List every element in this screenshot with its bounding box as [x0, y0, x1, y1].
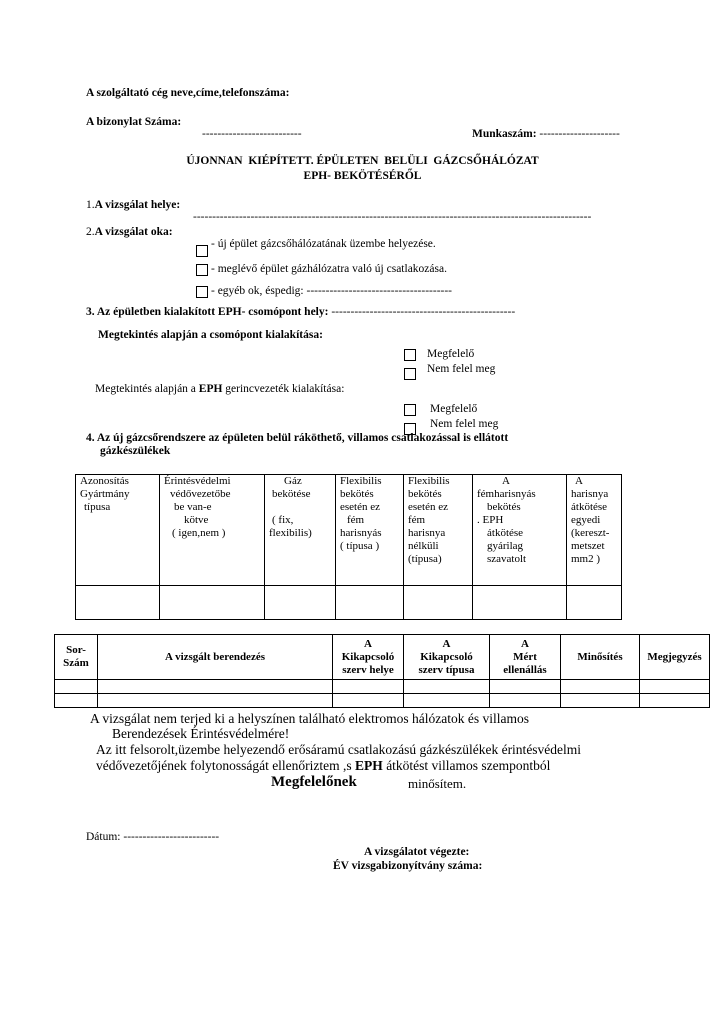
- section1-number: 1.: [86, 199, 95, 211]
- reason-checkbox-other[interactable]: [196, 286, 208, 298]
- section3-heading: [86, 306, 515, 318]
- inspection-cell[interactable]: [640, 694, 710, 708]
- reason-option-label: - új épület gázcsőhálózatának üzembe helyezése.: [211, 238, 436, 250]
- section1-heading: [86, 199, 180, 211]
- inspection-cell[interactable]: [404, 694, 490, 708]
- device-cell[interactable]: [76, 586, 160, 620]
- voucher-label: A bizonylat Száma:: [86, 116, 182, 128]
- node-ok-checkbox[interactable]: [404, 349, 416, 361]
- device-header-custom-bonding: A harisnya átkötése egyedi (kereszt- metszet mm2 ): [567, 475, 622, 586]
- section3-label: 3. Az épületben kialakított EPH- csomópont hely:: [86, 306, 329, 318]
- disclaimer-line1: A vizsgálat nem terjed ki a helyszínen található elektromos hálózatok és villamos: [90, 711, 529, 726]
- device-cell[interactable]: [567, 586, 622, 620]
- device-table-header-row: [76, 475, 622, 586]
- inspection-header-rating: Minősítés: [561, 635, 640, 680]
- document-subtitle: EPH- BEKÖTÉSÉRŐL: [303, 170, 422, 182]
- inspection-cell[interactable]: [98, 680, 333, 694]
- statement-line1: Az itt felsorolt,üzembe helyezendő erősáramú csatlakozású gázkészülékek érintésvédelmi: [96, 742, 582, 757]
- section1-label: A vizsgálat helye:: [94, 199, 181, 211]
- trunk-fail-label: Nem felel meg: [430, 418, 499, 430]
- inspection-cell[interactable]: [404, 680, 490, 694]
- trunk-ok-label: Megfelelő: [430, 403, 478, 415]
- worksheet-row: [472, 128, 620, 140]
- trunk-inspection-label: Megtekintés alapján a EPH gerincvezeték kialakítása:: [95, 383, 345, 395]
- voucher-field[interactable]: --------------------------: [202, 128, 302, 140]
- statement-line2: védővezetőjének folytonosságát ellenőriztem ,s EPH átkötést villamos szempontból: [96, 758, 551, 773]
- inspection-cell[interactable]: [640, 680, 710, 694]
- inspector-label: A vizsgálatot végezte:: [364, 846, 470, 858]
- trunk-ok-checkbox[interactable]: [404, 404, 416, 416]
- inspection-cell[interactable]: [490, 680, 561, 694]
- inspection-cell[interactable]: [333, 694, 404, 708]
- reason-option-label: - egyéb ok, éspedig: --------------------------------------: [211, 285, 453, 297]
- device-header-flex-unbraided: Flexibilis bekötés esetén ez fém harisnya nélküli (típusa): [404, 475, 473, 586]
- device-table: [75, 474, 622, 620]
- device-cell[interactable]: [160, 586, 265, 620]
- device-header-protection: Érintésvédelmi védővezetőbe be van-e kötve ( igen,nem ): [160, 475, 265, 586]
- inspection-header-serial: Sor- Szám: [55, 635, 98, 680]
- device-cell[interactable]: [404, 586, 473, 620]
- reason-checkbox-new-building[interactable]: [196, 245, 208, 257]
- inspection-table-row: [55, 694, 710, 708]
- inspection-table-header-row: [55, 635, 710, 680]
- reason-checkbox-new-connection[interactable]: [196, 264, 208, 276]
- node-fail-checkbox[interactable]: [404, 368, 416, 380]
- inspection-header-remarks: Megjegyzés: [640, 635, 710, 680]
- verdict-text: Megfelelőnek: [271, 774, 357, 790]
- section2-label: A vizsgálat oka:: [94, 226, 173, 238]
- section4-heading-cont: gázkészülékek: [100, 445, 171, 457]
- verdict-suffix: minősítem.: [408, 776, 467, 791]
- device-cell[interactable]: [336, 586, 404, 620]
- device-header-id: Azonosítás Gyártmány típusa: [76, 475, 160, 586]
- disclaimer-line2: Berendezések Érintésvédelmére!: [112, 726, 290, 741]
- worksheet-field[interactable]: ---------------------: [539, 128, 620, 140]
- inspection-header-switch-location: A Kikapcsoló szerv helye: [333, 635, 404, 680]
- inspection-cell[interactable]: [561, 680, 640, 694]
- license-number-label: ÉV vizsgabizonyítvány száma:: [333, 860, 483, 872]
- document-title: ÚJONNAN KIÉPÍTETT. ÉPÜLETEN BELÜLI GÁZCSŐHÁLÓZAT: [186, 155, 539, 167]
- worksheet-label: Munkaszám:: [472, 128, 537, 140]
- inspection-table-row: [55, 680, 710, 694]
- node-location-field[interactable]: ------------------------------------------------: [331, 306, 516, 318]
- inspection-cell[interactable]: [561, 694, 640, 708]
- section2-number: 2.: [86, 226, 95, 238]
- location-field[interactable]: --------------------------------------------------------------------------------------------------------: [193, 211, 592, 223]
- device-table-row: [76, 586, 622, 620]
- device-header-gas-connection: Gáz bekötése ( fix, flexibilis): [265, 475, 336, 586]
- device-header-flex-braided: Flexibilis bekötés esetén ez fém harisnyás ( típusa ): [336, 475, 404, 586]
- device-cell[interactable]: [473, 586, 567, 620]
- device-header-factory-bonding: A fémharisnyás bekötés . EPH átkötése gyárilag szavatolt: [473, 475, 567, 586]
- section2-heading: [86, 226, 173, 238]
- provider-label: A szolgáltató cég neve,címe,telefonszáma:: [86, 87, 290, 99]
- inspection-cell[interactable]: [98, 694, 333, 708]
- inspection-cell[interactable]: [490, 694, 561, 708]
- inspection-header-switch-type: A Kikapcsoló szerv típusa: [404, 635, 490, 680]
- inspection-header-device: A vizsgált berendezés: [98, 635, 333, 680]
- device-cell[interactable]: [265, 586, 336, 620]
- inspection-cell[interactable]: [333, 680, 404, 694]
- inspection-header-resistance: A Mért ellenállás: [490, 635, 561, 680]
- section4-heading: 4. Az új gázcsőrendszere az épületen belül ráköthető, villamos csatlakozással is ellátott: [86, 432, 509, 444]
- date-field[interactable]: Dátum: -------------------------: [86, 831, 220, 843]
- inspection-table: [54, 634, 710, 708]
- reason-option-label: - meglévő épület gázhálózatra való új csatlakozása.: [211, 263, 447, 275]
- node-inspection-label: Megtekintés alapján a csomópont kialakítása:: [98, 329, 323, 341]
- inspection-cell[interactable]: [55, 694, 98, 708]
- node-fail-label: Nem felel meg: [427, 363, 496, 375]
- node-ok-label: Megfelelő: [427, 348, 475, 360]
- inspection-cell[interactable]: [55, 680, 98, 694]
